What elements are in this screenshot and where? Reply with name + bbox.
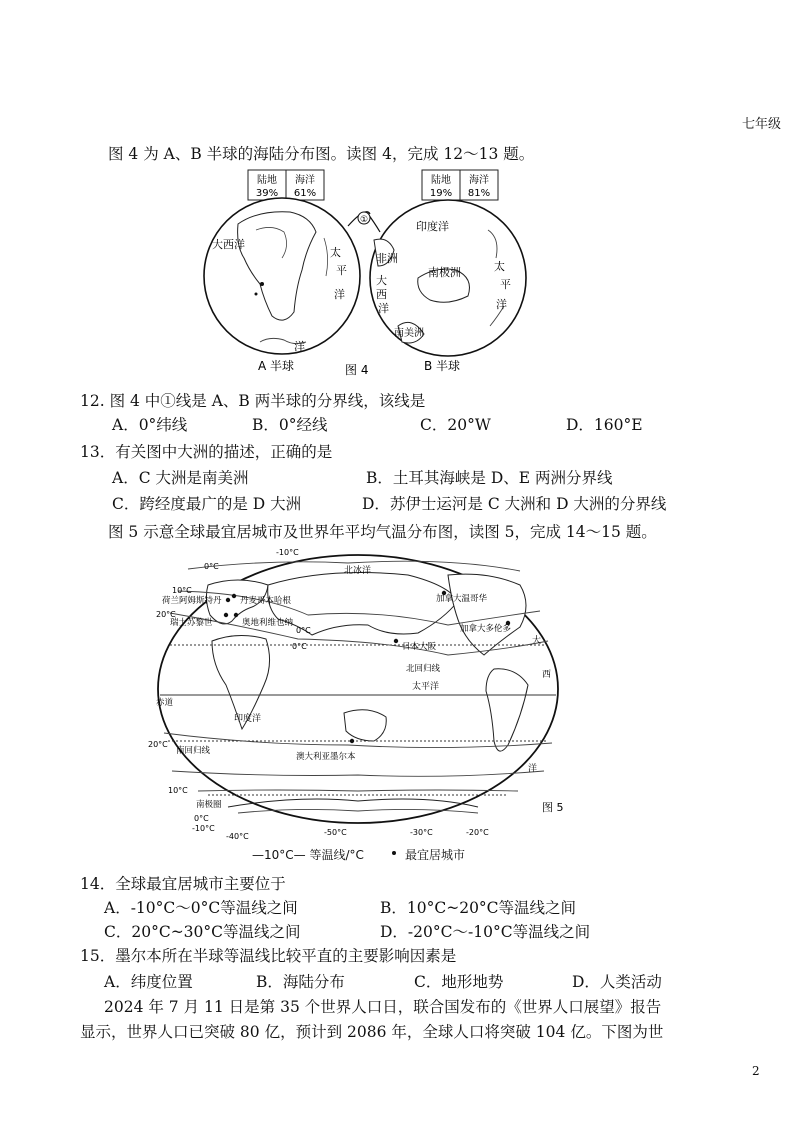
- legend-isotherm: —10°C— 等温线/°C: [252, 848, 364, 862]
- b-pacific-1: 太: [494, 260, 505, 273]
- q12-option-c[interactable]: C．20°W: [420, 416, 491, 434]
- a-land-label: 陆地: [257, 175, 277, 186]
- indian-ocean-label: 印度洋: [234, 714, 262, 724]
- equator-label: 赤道: [156, 698, 174, 708]
- bottom-m50: -50°C: [324, 828, 347, 837]
- page-number: 2: [752, 1064, 760, 1078]
- iso-0-south: 0°C: [194, 814, 209, 823]
- q14-options-row1: [104, 896, 744, 916]
- q15-options: [104, 970, 744, 990]
- a-ocean-pct: 61%: [293, 188, 317, 199]
- iso-m10-top: -10°C: [276, 548, 299, 557]
- q15-option-c[interactable]: C．地形地势: [414, 973, 504, 991]
- q13-options-row2: [112, 492, 752, 512]
- q13-option-c[interactable]: C．跨经度最广的是 D 大洲: [112, 495, 302, 513]
- atlantic-2: 西: [542, 670, 552, 680]
- city-zurich-label: 瑞士苏黎世: [170, 618, 213, 628]
- q15-option-b[interactable]: B．海陆分布: [256, 973, 345, 991]
- city-melbourne-label: 澳大利亚墨尔本: [296, 752, 356, 762]
- q14-option-b[interactable]: B．10°C~20°C等温线之间: [380, 899, 577, 917]
- fig4-intro: 图 4 为 A、B 半球的海陆分布图。读图 4，完成 12～13 题。: [108, 145, 535, 163]
- tropic-cancer-label: 北回归线: [406, 664, 441, 674]
- iso-m10-south: -10°C: [192, 824, 215, 833]
- atlantic-3: 洋: [528, 764, 538, 774]
- boundary-line-marker: ①: [359, 215, 369, 225]
- legend-city: 最宜居城市: [405, 848, 466, 862]
- tropic-capricorn-label: 南回归线: [176, 746, 211, 756]
- paragraph-line-1: 2024 年 7 月 11 日是第 35 个世界人口日，联合国发布的《世界人口展望》报告: [104, 998, 662, 1016]
- q13-stem: 13．有关图中大洲的描述，正确的是: [80, 443, 333, 461]
- q14-options-row2: [104, 920, 744, 940]
- iso-0-mid: 0°C: [296, 626, 311, 635]
- atlantic-1: 大: [532, 636, 542, 646]
- city-amsterdam-dot: [226, 598, 230, 602]
- b-africa-label: 非洲: [376, 252, 398, 265]
- city-copenhagen-label: 丹麦哥本哈根: [240, 596, 292, 606]
- q15-option-d[interactable]: D．人类活动: [572, 973, 662, 991]
- city-zurich-dot: [224, 613, 228, 617]
- city-vienna-label: 奥地利维也纳: [242, 618, 294, 628]
- q14-option-c[interactable]: C．20°C~30°C等温线之间: [104, 923, 301, 941]
- figure-5-world-map: [148, 545, 568, 863]
- city-vienna-dot: [234, 613, 238, 617]
- city-toronto-label: 加拿大多伦多: [460, 624, 512, 634]
- antarctic-circle-label: 南极圈: [196, 800, 222, 810]
- b-indian-label: 印度洋: [416, 220, 449, 233]
- paragraph-line-2: 显示，世界人口已突破 80 亿，预计到 2086 年，全球人口将突破 104 亿。下图为世: [80, 1023, 664, 1041]
- q14-option-d[interactable]: D．-20°C～-10°C等温线之间: [380, 923, 591, 941]
- arctic-ocean-label: 北冰洋: [344, 566, 372, 576]
- bottom-m20: -20°C: [466, 828, 489, 837]
- a-bottom-ocean-label: 洋: [294, 340, 305, 353]
- city-melbourne-dot: [350, 739, 354, 743]
- fig5-intro: 图 5 示意全球最宜居城市及世界年平均气温分布图，读图 5，完成 14～15 题。: [108, 523, 657, 541]
- b-hemisphere-label: B 半球: [424, 359, 461, 373]
- q12-options: [112, 413, 752, 433]
- b-ocean-pct: 81%: [467, 188, 491, 199]
- iso-0-east: 0°C: [292, 642, 307, 651]
- bottom-m30: -30°C: [410, 828, 433, 837]
- iso-20-south: 20°C: [148, 740, 168, 749]
- figure-4-hemispheres: [198, 166, 538, 378]
- iso-0-left: 0°C: [204, 562, 219, 571]
- q15-option-a[interactable]: A．纬度位置: [104, 973, 193, 991]
- q12-stem: 12. 图 4 中①线是 A、B 两半球的分界线，该线是: [80, 392, 426, 410]
- city-amsterdam-label: 荷兰阿姆斯特丹: [162, 596, 222, 606]
- b-pacific-3: 洋: [496, 298, 507, 311]
- grade-header: 七年级: [742, 117, 782, 132]
- a-pacific-2: 平: [336, 264, 347, 277]
- a-pacific-1: 太: [330, 246, 341, 259]
- city-osaka-label: 日本大阪: [402, 642, 437, 652]
- q13-option-a[interactable]: A．C 大洲是南美洲: [112, 469, 249, 487]
- b-south-america-label: 南美洲: [394, 328, 424, 339]
- city-osaka-dot: [394, 639, 398, 643]
- b-atlantic-3: 洋: [378, 302, 389, 315]
- b-atlantic-2: 西: [376, 288, 387, 301]
- b-atlantic-1: 大: [376, 274, 387, 287]
- q14-stem: 14．全球最宜居城市主要位于: [80, 875, 286, 893]
- q15-stem: 15．墨尔本所在半球等温线比较平直的主要影响因素是: [80, 947, 457, 965]
- fig4-caption: 图 4: [345, 363, 369, 377]
- b-antarctica-label: 南极洲: [428, 266, 461, 279]
- city-copenhagen-dot: [232, 594, 236, 598]
- q14-option-a[interactable]: A．-10°C～0°C等温线之间: [104, 899, 298, 917]
- bottom-m40: -40°C: [226, 832, 249, 841]
- a-atlantic-label: 大西洋: [212, 238, 245, 251]
- a-ocean-label: 海洋: [295, 175, 315, 186]
- iso-10-left: 10°C: [172, 586, 192, 595]
- b-ocean-label: 海洋: [469, 175, 489, 186]
- q12-option-a[interactable]: A．0°纬线: [112, 416, 188, 434]
- iso-20-left: 20°C: [156, 610, 176, 619]
- q13-option-b[interactable]: B．土耳其海峡是 D、E 两洲分界线: [366, 469, 613, 487]
- a-land-pct: 39%: [255, 188, 279, 199]
- a-hemisphere-label: A 半球: [258, 359, 295, 373]
- b-pacific-2: 平: [500, 278, 511, 291]
- pacific-label: 太平洋: [412, 682, 440, 692]
- city-vancouver-label: 加拿大温哥华: [436, 594, 488, 604]
- a-pacific-3: 洋: [334, 288, 345, 301]
- b-land-label: 陆地: [431, 175, 451, 186]
- legend-dot-icon: [392, 851, 396, 855]
- b-land-pct: 19%: [429, 188, 453, 199]
- q12-option-d[interactable]: D．160°E: [566, 416, 643, 434]
- iso-10-south: 10°C: [168, 786, 188, 795]
- q13-option-d[interactable]: D．苏伊士运河是 C 大洲和 D 大洲的分界线: [362, 495, 667, 513]
- q13-options-row1: [112, 466, 752, 486]
- q12-option-b[interactable]: B．0°经线: [252, 416, 328, 434]
- fig5-caption: 图 5: [542, 801, 564, 814]
